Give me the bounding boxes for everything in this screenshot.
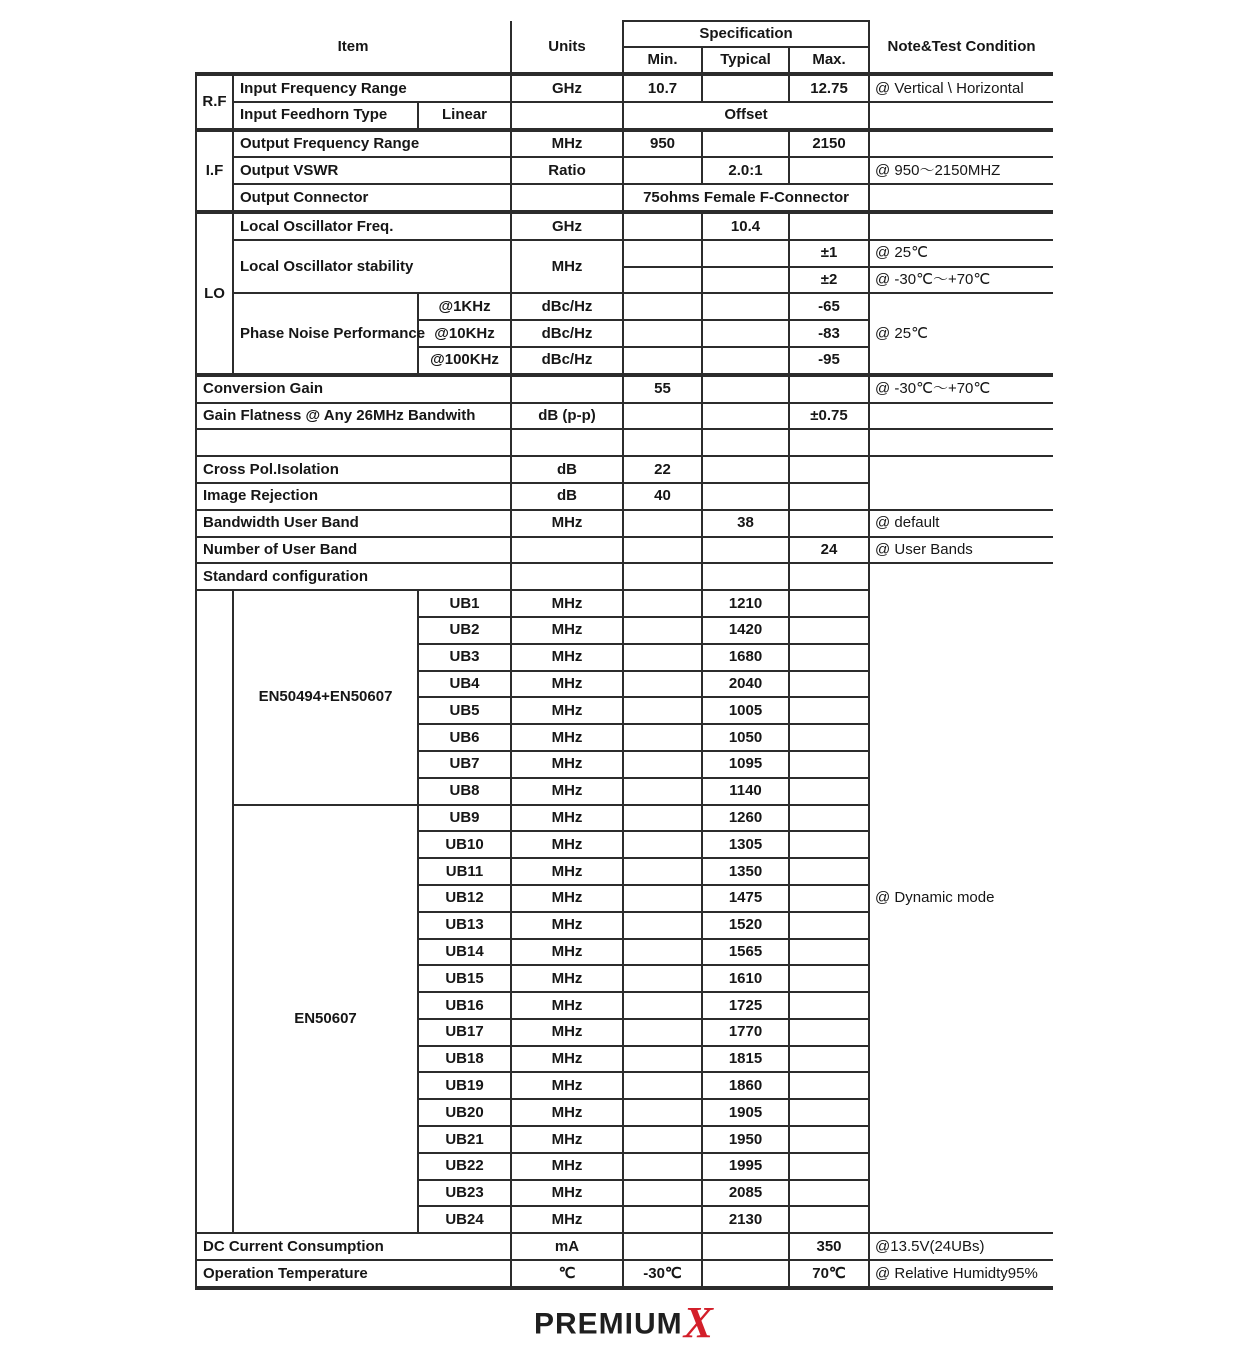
user-band-units: MHz (511, 724, 623, 751)
item-label: Input Frequency Range (233, 74, 511, 102)
empty-cell (623, 831, 702, 858)
user-band-typical: 1350 (702, 858, 789, 885)
user-band-typical: 1260 (702, 805, 789, 832)
empty-cell (511, 102, 623, 130)
empty-cell (623, 347, 702, 375)
empty-cell (789, 858, 869, 885)
row-phase-noise-1khz (196, 293, 1053, 320)
empty-cell (623, 778, 702, 805)
item-label: Number of User Band (196, 537, 511, 564)
row-cross-pol-isolation (196, 456, 1053, 483)
empty-cell (789, 751, 869, 778)
user-band-typical: 1770 (702, 1019, 789, 1046)
empty-cell (702, 403, 789, 430)
empty-cell (789, 965, 869, 992)
header-min: Min. (623, 47, 702, 74)
empty-cell (623, 212, 702, 240)
empty-cell (789, 831, 869, 858)
max-cell: 24 (789, 537, 869, 564)
sub-cell: @1KHz (418, 293, 511, 320)
empty-cell (789, 617, 869, 644)
empty-cell (789, 1126, 869, 1153)
item-label: Output Connector (233, 184, 511, 212)
user-band-typical: 1475 (702, 885, 789, 912)
user-band-typical: 1565 (702, 939, 789, 966)
row-standard-configuration (196, 563, 1053, 590)
spec-sheet-page (0, 20, 1250, 1347)
empty-cell (623, 563, 702, 590)
user-band-group-label: EN50607 (233, 805, 418, 1234)
note-cell: @ Relative Humidty95% (869, 1260, 1053, 1288)
user-band-label: UB13 (418, 912, 511, 939)
empty-cell (789, 510, 869, 537)
user-band-typical: 1995 (702, 1153, 789, 1180)
empty-cell (789, 1046, 869, 1073)
user-band-typical: 2040 (702, 671, 789, 698)
user-band-units: MHz (511, 831, 623, 858)
header-max: Max. (789, 47, 869, 74)
user-band-units: MHz (511, 778, 623, 805)
brand-logo-x-icon: X (683, 1297, 714, 1347)
empty-cell (623, 858, 702, 885)
units-cell: mA (511, 1233, 623, 1260)
empty-cell (789, 912, 869, 939)
units-cell: Ratio (511, 157, 623, 184)
user-band-label: UB21 (418, 1126, 511, 1153)
max-cell: 2150 (789, 130, 869, 158)
row-blank (196, 429, 1053, 456)
item-label: Cross Pol.Isolation (196, 456, 511, 483)
empty-cell (789, 671, 869, 698)
units-cell: dBc/Hz (511, 347, 623, 375)
empty-cell (789, 590, 869, 617)
empty-cell (702, 347, 789, 375)
user-band-label: UB6 (418, 724, 511, 751)
empty-cell (623, 510, 702, 537)
user-band-units: MHz (511, 1046, 623, 1073)
item-label: Output Frequency Range (233, 130, 511, 158)
user-bands-note-cell: @ Dynamic mode (869, 563, 1053, 1233)
units-cell: MHz (511, 240, 623, 294)
spec-span-cell: 75ohms Female F-Connector (623, 184, 869, 212)
user-band-units: MHz (511, 1072, 623, 1099)
empty-cell (623, 537, 702, 564)
note-cell: @ 950～2150MHZ (869, 157, 1053, 184)
note-cell: @ User Bands (869, 537, 1053, 564)
note-cell: @ 25℃ (869, 293, 1053, 374)
brand-logo-text: PREMIUM (533, 1307, 683, 1341)
row-lo-stability-1 (196, 240, 1053, 267)
empty-cell (789, 1099, 869, 1126)
user-band-units: MHz (511, 671, 623, 698)
user-band-group-label: EN50494+EN50607 (233, 590, 418, 804)
empty-cell (623, 240, 702, 267)
units-cell: MHz (511, 510, 623, 537)
max-cell: ±1 (789, 240, 869, 267)
user-band-units: MHz (511, 590, 623, 617)
empty-cell (623, 1206, 702, 1233)
header-units: Units (511, 21, 623, 74)
user-band-typical: 1680 (702, 644, 789, 671)
empty-cell (623, 1153, 702, 1180)
empty-cell (789, 644, 869, 671)
brand-logo (195, 1299, 1052, 1350)
user-band-units: MHz (511, 805, 623, 832)
empty-cell (869, 456, 1053, 510)
user-band-label: UB17 (418, 1019, 511, 1046)
header-typical: Typical (702, 47, 789, 74)
user-band-label: UB5 (418, 697, 511, 724)
user-band-units: MHz (511, 1099, 623, 1126)
item-label: Bandwidth User Band (196, 510, 511, 537)
empty-cell (623, 992, 702, 1019)
empty-cell (702, 563, 789, 590)
user-band-typical: 1815 (702, 1046, 789, 1073)
row-input-feedhorn-type (196, 102, 1053, 130)
empty-cell (511, 184, 623, 212)
row-bandwidth-user-band (196, 510, 1053, 537)
max-cell: ±0.75 (789, 403, 869, 430)
user-band-label: UB8 (418, 778, 511, 805)
item-label: Conversion Gain (196, 375, 511, 403)
empty-cell (623, 885, 702, 912)
header-specification: Specification (623, 21, 869, 47)
empty-cell (623, 965, 702, 992)
typical-cell: 10.4 (702, 212, 789, 240)
units-cell: GHz (511, 212, 623, 240)
user-band-units: MHz (511, 644, 623, 671)
empty-cell (869, 102, 1053, 130)
empty-cell (789, 939, 869, 966)
user-band-units: MHz (511, 965, 623, 992)
empty-cell (623, 320, 702, 347)
user-band-typical: 1095 (702, 751, 789, 778)
units-cell: dB (p-p) (511, 403, 623, 430)
note-cell: @13.5V(24UBs) (869, 1233, 1053, 1260)
empty-cell (789, 1206, 869, 1233)
user-band-label: UB9 (418, 805, 511, 832)
empty-cell (623, 590, 702, 617)
user-band-label: UB16 (418, 992, 511, 1019)
sub-cell: @10KHz (418, 320, 511, 347)
empty-cell (623, 157, 702, 184)
min-cell: 22 (623, 456, 702, 483)
empty-cell (702, 267, 789, 294)
max-cell: -95 (789, 347, 869, 375)
user-band-units: MHz (511, 1180, 623, 1207)
empty-cell (789, 992, 869, 1019)
empty-cell (702, 74, 789, 102)
user-band-typical: 1860 (702, 1072, 789, 1099)
empty-cell (702, 293, 789, 320)
user-band-label: UB7 (418, 751, 511, 778)
item-label: Gain Flatness @ Any 26MHz Bandwith (196, 403, 511, 430)
empty-cell (869, 184, 1053, 212)
units-cell: GHz (511, 74, 623, 102)
empty-cell (702, 456, 789, 483)
user-band-label: UB2 (418, 617, 511, 644)
empty-cell (623, 751, 702, 778)
user-band-label: UB10 (418, 831, 511, 858)
user-band-typical: 1610 (702, 965, 789, 992)
empty-cell (869, 212, 1053, 240)
min-cell: 55 (623, 375, 702, 403)
user-band-typical: 1050 (702, 724, 789, 751)
empty-cell (702, 1260, 789, 1288)
units-cell: dBc/Hz (511, 293, 623, 320)
empty-cell (789, 429, 869, 456)
row-gain-flatness (196, 403, 1053, 430)
empty-cell (789, 1153, 869, 1180)
user-band-units: MHz (511, 1126, 623, 1153)
empty-cell (789, 805, 869, 832)
user-band-typical: 1725 (702, 992, 789, 1019)
section-rf: R.F (196, 74, 233, 130)
empty-cell (623, 644, 702, 671)
max-cell: 12.75 (789, 74, 869, 102)
empty-cell (789, 212, 869, 240)
user-band-label: UB12 (418, 885, 511, 912)
empty-cell (702, 320, 789, 347)
empty-cell (789, 157, 869, 184)
empty-cell (623, 267, 702, 294)
user-band-units: MHz (511, 885, 623, 912)
empty-cell (702, 537, 789, 564)
item-label: Local Oscillator Freq. (233, 212, 511, 240)
units-cell: dBc/Hz (511, 320, 623, 347)
row-local-oscillator-freq (196, 212, 1053, 240)
user-band-units: MHz (511, 751, 623, 778)
user-band-typical: 1905 (702, 1099, 789, 1126)
user-band-label: UB23 (418, 1180, 511, 1207)
user-band-units: MHz (511, 939, 623, 966)
user-band-label: UB1 (418, 590, 511, 617)
user-band-typical: 1420 (702, 617, 789, 644)
spacer-cell (196, 590, 233, 1233)
empty-cell (511, 537, 623, 564)
units-cell: MHz (511, 130, 623, 158)
spec-table (195, 20, 1053, 1290)
header-note: Note&Test Condition (869, 21, 1053, 74)
note-cell: @ -30℃～+70℃ (869, 375, 1053, 403)
empty-cell (623, 1180, 702, 1207)
user-band-label: UB19 (418, 1072, 511, 1099)
dc-current-row (196, 1233, 1053, 1260)
empty-cell (702, 375, 789, 403)
row-conversion-gain (196, 375, 1053, 403)
row-output-frequency-range (196, 130, 1053, 158)
user-band-label: UB11 (418, 858, 511, 885)
item-label: Image Rejection (196, 483, 511, 510)
empty-cell (789, 697, 869, 724)
empty-cell (623, 805, 702, 832)
section-lo: LO (196, 212, 233, 375)
user-band-units: MHz (511, 1019, 623, 1046)
empty-cell (702, 130, 789, 158)
max-cell: ±2 (789, 267, 869, 294)
min-cell: -30℃ (623, 1260, 702, 1288)
item-label: Operation Temperature (196, 1260, 511, 1288)
empty-cell (869, 403, 1053, 430)
empty-cell (623, 671, 702, 698)
header-item: Item (196, 21, 511, 74)
max-cell: -83 (789, 320, 869, 347)
empty-cell (623, 697, 702, 724)
user-band-units: MHz (511, 992, 623, 1019)
empty-cell (702, 1233, 789, 1260)
sub-cell: @100KHz (418, 347, 511, 375)
empty-cell (511, 563, 623, 590)
user-band-typical: 1520 (702, 912, 789, 939)
empty-cell (623, 912, 702, 939)
empty-cell (623, 1046, 702, 1073)
empty-cell (789, 1180, 869, 1207)
empty-cell (623, 403, 702, 430)
user-band-label: UB14 (418, 939, 511, 966)
empty-cell (196, 429, 511, 456)
user-band-typical: 1305 (702, 831, 789, 858)
empty-cell (869, 429, 1053, 456)
user-band-units: MHz (511, 858, 623, 885)
user-band-label: UB18 (418, 1046, 511, 1073)
empty-cell (789, 563, 869, 590)
units-cell: dB (511, 483, 623, 510)
user-band-typical: 1210 (702, 590, 789, 617)
user-band-units: MHz (511, 912, 623, 939)
empty-cell (623, 429, 702, 456)
user-band-label: UB4 (418, 671, 511, 698)
user-band-typical: 1005 (702, 697, 789, 724)
empty-cell (623, 293, 702, 320)
row-operation-temperature (196, 1260, 1053, 1288)
spec-span-cell: Offset (623, 102, 869, 130)
empty-cell (623, 1099, 702, 1126)
item-label: Phase Noise Performance (233, 293, 418, 374)
user-band-typical: 1950 (702, 1126, 789, 1153)
empty-cell (789, 1019, 869, 1046)
note-cell: @ Vertical \ Horizontal (869, 74, 1053, 102)
empty-cell (789, 456, 869, 483)
sub-cell: Linear (418, 102, 511, 130)
note-cell: @ 25℃ (869, 240, 1053, 267)
user-band-label: UB24 (418, 1206, 511, 1233)
row-output-connector (196, 184, 1053, 212)
item-label: Output VSWR (233, 157, 511, 184)
units-cell: dB (511, 456, 623, 483)
empty-cell (623, 939, 702, 966)
section-if: I.F (196, 130, 233, 212)
note-cell: @ -30℃～+70℃ (869, 267, 1053, 294)
user-band-label: UB22 (418, 1153, 511, 1180)
min-cell: 40 (623, 483, 702, 510)
user-band-units: MHz (511, 697, 623, 724)
empty-cell (702, 240, 789, 267)
user-band-label: UB15 (418, 965, 511, 992)
empty-cell (789, 483, 869, 510)
empty-cell (789, 885, 869, 912)
user-band-typical: 1140 (702, 778, 789, 805)
empty-cell (702, 429, 789, 456)
empty-cell (511, 375, 623, 403)
max-cell: -65 (789, 293, 869, 320)
user-band-units: MHz (511, 1153, 623, 1180)
typical-cell: 38 (702, 510, 789, 537)
max-cell: 350 (789, 1233, 869, 1260)
max-cell: 70℃ (789, 1260, 869, 1288)
user-band-typical: 2085 (702, 1180, 789, 1207)
user-band-label: UB20 (418, 1099, 511, 1126)
row-number-of-user-band (196, 537, 1053, 564)
user-band-units: MHz (511, 617, 623, 644)
empty-cell (702, 483, 789, 510)
item-label: DC Current Consumption (196, 1233, 511, 1260)
item-label: Input Feedhorn Type (233, 102, 418, 130)
item-label: Local Oscillator stability (233, 240, 511, 294)
item-label: Standard configuration (196, 563, 511, 590)
note-cell: @ default (869, 510, 1053, 537)
min-cell: 950 (623, 130, 702, 158)
user-band-typical: 2130 (702, 1206, 789, 1233)
empty-cell (789, 1072, 869, 1099)
header-row-1 (196, 21, 1053, 47)
empty-cell (623, 1126, 702, 1153)
empty-cell (623, 617, 702, 644)
units-cell: ℃ (511, 1260, 623, 1288)
empty-cell (623, 1072, 702, 1099)
empty-cell (623, 724, 702, 751)
empty-cell (789, 778, 869, 805)
min-cell: 10.7 (623, 74, 702, 102)
row-input-frequency-range (196, 74, 1053, 102)
user-band-label: UB3 (418, 644, 511, 671)
user-band-units: MHz (511, 1206, 623, 1233)
empty-cell (623, 1019, 702, 1046)
empty-cell (789, 375, 869, 403)
row-output-vswr (196, 157, 1053, 184)
empty-cell (623, 1233, 702, 1260)
empty-cell (511, 429, 623, 456)
empty-cell (869, 130, 1053, 158)
typical-cell: 2.0:1 (702, 157, 789, 184)
empty-cell (789, 724, 869, 751)
